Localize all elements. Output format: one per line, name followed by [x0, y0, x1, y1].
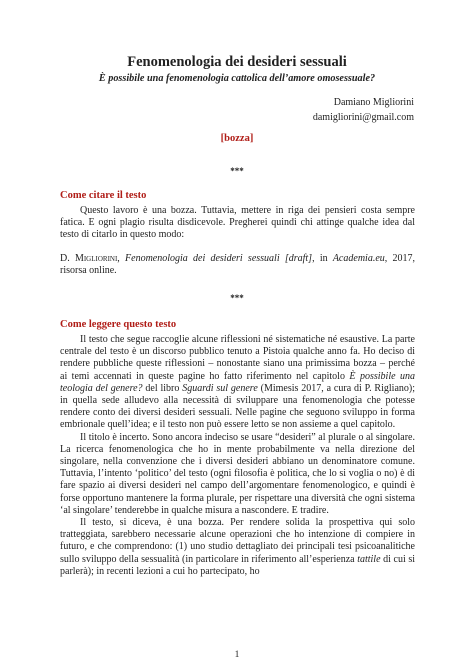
p3-text-a: Il testo, si diceva, è una bozza. Per rendere solida la prospettiva qui solo tratteggiata, sarebbero necessarie alcune operazioni che ho intenzione di compiere in futuro, e che comprendono: (1) uno studio dettagliato dei principali tesi psicoanalitiche sullo sviluppo della sessualità (in particolare in riferimento all’esperienza	[60, 517, 415, 565]
separator-1: ***	[230, 166, 244, 176]
p1-text-c: (Mimesis 2017, a cura di P. Rigliano); in quella sede alludevo alla necessità di sviluppare una fenomenologia che potesse rendere conto dei diversi desideri sessuali. Nelle pagine che seguono sviluppo in forma embrionale quell’idea; e il testo non può essere letto se non assieme a quel capitolo.	[60, 382, 415, 431]
citation-venue: Academia.eu	[332, 253, 385, 264]
citation-in: , in	[312, 253, 333, 264]
author-name: Damiano Migliorini	[333, 97, 414, 108]
citation-intro-text: Questo lavoro è una bozza. Tuttavia, mettere in riga dei pensieri costa sempre fatica. E ogni plagio risulta disdicevole. Pregherei quindi chi attinge qualche idea dal testo di citarlo in questo modo:	[60, 205, 415, 241]
document-subtitle: È possibile una fenomenologia cattolica dell’amore omosessuale?	[98, 73, 376, 84]
p1-text-b: del libro	[142, 382, 183, 394]
section-heading-citation: Come citare il testo	[60, 190, 147, 201]
document-title: Fenomenologia dei desideri sessuali	[127, 54, 347, 70]
citation-sep: ,	[117, 253, 126, 264]
citation-reference	[60, 253, 415, 277]
p1-italic-book: Sguardi sul genere	[182, 382, 258, 394]
citation-author: D. Migliorini	[60, 253, 118, 264]
p3-italic: tattile	[357, 553, 381, 565]
reading-paragraph-3	[60, 517, 415, 578]
citation-title: Fenomenologia dei desideri sessuali [draft]	[125, 253, 313, 264]
author-block	[313, 96, 414, 125]
citation-tail: , 2017, risorsa online.	[60, 253, 415, 277]
reading-body	[60, 334, 415, 578]
page-number: 1	[234, 650, 240, 660]
reading-paragraph-2: Il titolo è incerto. Sono ancora indeciso se usare “desideri” al plurale o al singolare. La ricerca fenomenologica che ho in mente probabilmente va nella direzione del singolare, nella convenzione che i diversi desideri abbiano un denominatore comune. Tuttavia, l’intento ‘politico’ del testo (ogni filosofia è politica, che lo si voglia o no) è di fare spazio ai diversi desideri nel campo dell’argomentare fenomenologico, e quindi è forse opportuno mantenere la forma plurale, per rispettare una diversità che ogni sistema ‘al singolare’ tenderebbe in qualche misura a nascondere. E tradire.	[60, 431, 415, 516]
p1-italic-title: È possibile una teologia del genere?	[60, 370, 415, 394]
p3-text-b: di cui si parlerà); in recenti lezioni a cui ho partecipato, ho	[60, 553, 415, 577]
citation-paragraph	[60, 205, 415, 242]
separator-2: ***	[230, 293, 244, 303]
reading-paragraph-1	[60, 334, 415, 432]
p1-text-a: Il testo che segue raccoglie alcune riflessioni né sistematiche né esaustive. La parte centrale del testo è un discorso pubblico tenuto a Pistoia qualche anno fa. Ho deciso di rendere pubbliche queste riflessioni – nonostante siano una primissima bozza – perché ai temi accennati in queste pagine ho fatto riferimento nel capitolo	[60, 334, 415, 382]
section-heading-reading: Come leggere questo testo	[60, 319, 177, 330]
author-email: damigliorini@gmail.com	[312, 111, 414, 123]
draft-label: [bozza]	[220, 133, 254, 144]
